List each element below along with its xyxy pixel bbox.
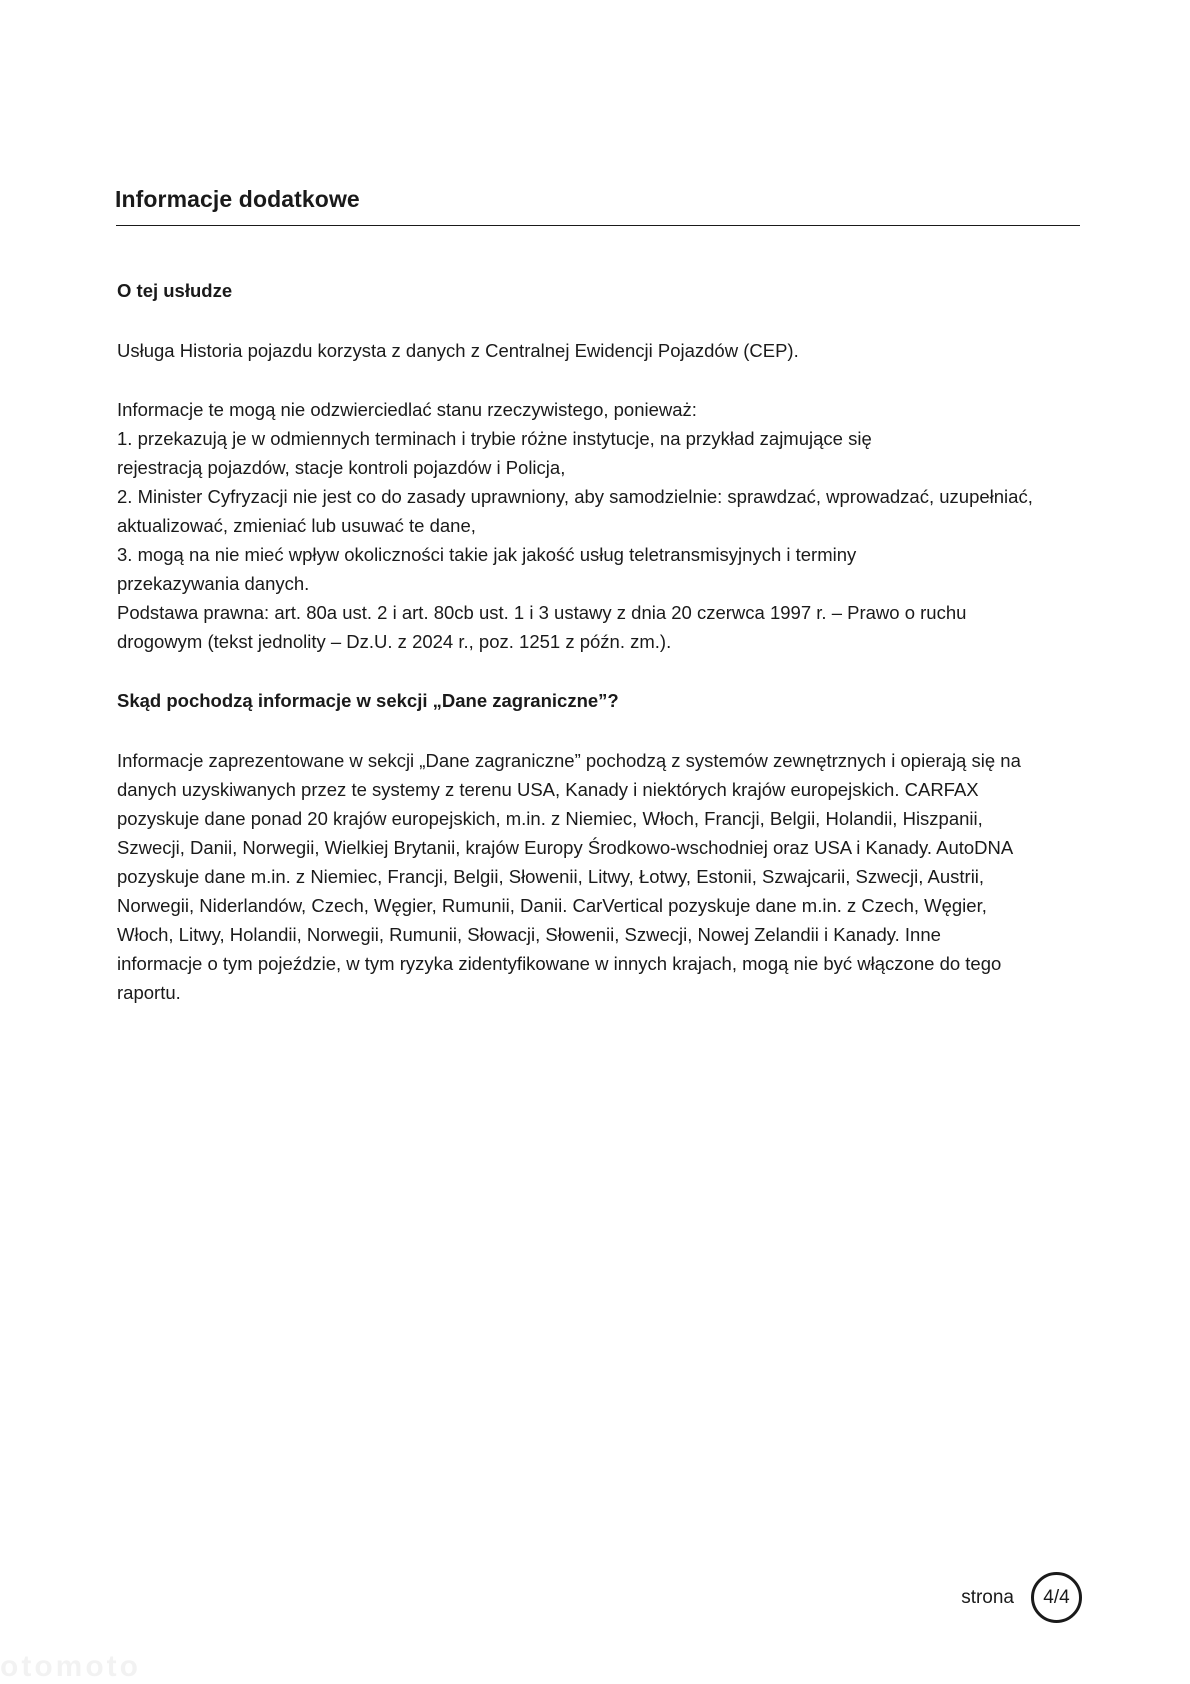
title-divider [116, 225, 1080, 226]
paragraph-line: drogowym (tekst jednolity – Dz.U. z 2024 r., poz. 1251 z późn. zm.). [117, 631, 672, 652]
paragraph-line: Podstawa prawna: art. 80a ust. 2 i art. 80cb ust. 1 i 3 ustawy z dnia 20 czerwca 1997 r. – Prawo o ruchu [117, 602, 967, 623]
paragraph-line: aktualizować, zmieniać lub usuwać te dane, [117, 515, 476, 536]
paragraph-line: Informacje te mogą nie odzwierciedlać stanu rzeczywistego, ponieważ: [117, 399, 697, 420]
page-number: 4/4 [1043, 1586, 1070, 1608]
page-footer [961, 1572, 1082, 1623]
paragraph-line: Norwegii, Niderlandów, Czech, Węgier, Rumunii, Danii. CarVertical pozyskuje dane m.in. z Czech, Węgier, [117, 895, 987, 916]
paragraph-line: Włoch, Litwy, Holandii, Norwegii, Rumunii, Słowacji, Słowenii, Szwecji, Nowej Zelandii i Kanady. Inne [117, 924, 941, 945]
paragraph-line: Usługa Historia pojazdu korzysta z danych z Centralnej Ewidencji Pojazdów (CEP). [117, 340, 799, 361]
content [117, 276, 1083, 1007]
paragraph-line: Szwecji, Danii, Norwegii, Wielkiej Brytanii, krajów Europy Środkowo-wschodniej oraz USA i Kanady. AutoDNA [117, 837, 1014, 858]
watermark-logo: otomoto [0, 1650, 141, 1683]
paragraph-line: pozyskuje dane ponad 20 krajów europejskich, m.in. z Niemiec, Włoch, Francji, Belgii, Holandii, Hiszpanii, [117, 808, 983, 829]
section-heading-foreign-data: Skąd pochodzą informacje w sekcji „Dane zagraniczne”? [117, 690, 619, 711]
paragraph-line: raportu. [117, 982, 181, 1003]
paragraph-line: 3. mogą na nie mieć wpływ okoliczności takie jak jakość usług teletransmisyjnych i terminy [117, 544, 857, 565]
paragraph-line: pozyskuje dane m.in. z Niemiec, Francji, Belgii, Słowenii, Litwy, Łotwy, Estonii, Szwajcarii, Szwecji, Austrii, [117, 866, 985, 887]
paragraph-service-source [117, 336, 1083, 365]
paragraph-line: przekazywania danych. [117, 573, 310, 594]
paragraph-line: informacje o tym pojeździe, w tym ryzyka zidentyfikowane w innych krajach, mogą nie być włączone do tego [117, 953, 1002, 974]
paragraph-line: 1. przekazują je w odmiennych terminach i trybie różne instytucje, na przykład zajmujące się [117, 428, 872, 449]
page-label: strona [961, 1586, 1014, 1608]
paragraph-line: 2. Minister Cyfryzacji nie jest co do zasady uprawniony, aby samodzielnie: sprawdzać, wprowadzać, uzupełniać, [117, 486, 1033, 507]
page-title: Informacje dodatkowe [115, 186, 360, 212]
paragraph-line: rejestracją pojazdów, stacje kontroli pojazdów i Policja, [117, 457, 566, 478]
paragraph-foreign-data [117, 746, 1083, 1007]
page-number-badge [1031, 1572, 1082, 1623]
paragraph-disclaimer [117, 395, 1083, 656]
paragraph-line: Informacje zaprezentowane w sekcji „Dane zagraniczne” pochodzą z systemów zewnętrznych i opierają się na [117, 750, 1021, 771]
paragraph-line: danych uzyskiwanych przez te systemy z terenu USA, Kanady i niektórych krajów europejskich. CARFAX [117, 779, 979, 800]
section-heading-about-service: O tej usłudze [117, 280, 233, 301]
